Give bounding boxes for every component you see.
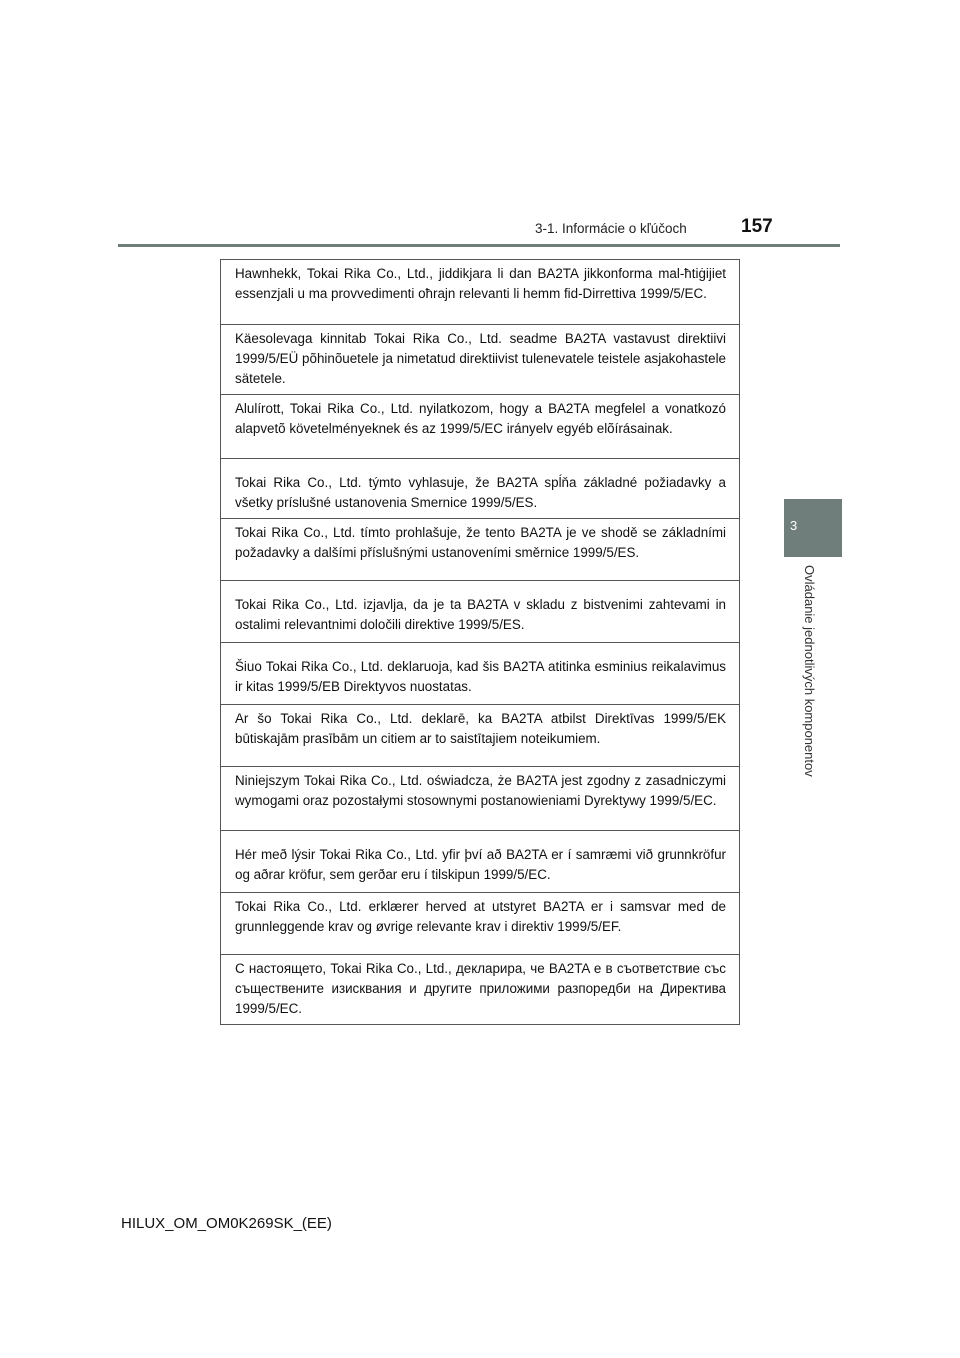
table-row <box>221 581 740 643</box>
declaration-norwegian: Tokai Rika Co., Ltd. erklærer herved at utstyret BA2TA er i samsvar med de grunnleggende krav og øvrige relevante krav i direktiv 1999/5/EF. <box>221 893 740 955</box>
chapter-title: Ovládanie jednotlivých komponentov <box>802 565 817 777</box>
chapter-number: 3 <box>790 518 798 533</box>
section-title: 3-1. Informácie o kľúčoch <box>535 221 687 236</box>
declaration-latvian: Ar šo Tokai Rika Co., Ltd. deklarē, ka BA2TA atbilst Direktīvas 1999/5/EK būtiskajām prasībām un citiem ar to saistītajiem noteikumiem. <box>221 705 740 767</box>
table-row <box>221 705 740 767</box>
table-row <box>221 955 740 1025</box>
table-row <box>221 395 740 459</box>
table-row <box>221 459 740 519</box>
header-divider <box>118 244 840 247</box>
table-row <box>221 260 740 325</box>
chapter-tab <box>784 499 842 557</box>
declaration-bulgarian: С настоящето, Tokai Rika Co., Ltd., декларира, че BA2TA е в съответствие със съществените изисквания и другите приложими разпоредби на Директива 1999/5/EC. <box>221 955 740 1025</box>
declaration-hungarian: Alulírott, Tokai Rika Co., Ltd. nyilatkozom, hogy a BA2TA megfelel a vonatkozó alapvetõ követelményeknek és az 1999/5/EC irányelv egyéb elõírásainak. <box>221 395 740 459</box>
table-row <box>221 893 740 955</box>
table-row <box>221 831 740 893</box>
declaration-maltese: Hawnhekk, Tokai Rika Co., Ltd., jiddikjara li dan BA2TA jikkonforma mal-ħtiġijiet essenzjali u ma provvedimenti oħrajn relevanti li hemm fid-Dirrettiva 1999/5/EC. <box>221 260 740 325</box>
declaration-slovak: Tokai Rika Co., Ltd. týmto vyhlasuje, že BA2TA spĺňa základné požiadavky a všetky príslušné ustanovenia Smernice 1999/5/ES. <box>221 459 740 519</box>
table-row <box>221 519 740 581</box>
table-row <box>221 643 740 705</box>
declarations-table <box>220 259 740 1025</box>
declaration-lithuanian: Šiuo Tokai Rika Co., Ltd. deklaruoja, kad šis BA2TA atitinka esminius reikalavimus ir kitas 1999/5/EB Direktyvos nuostatas. <box>221 643 740 705</box>
page-number: 157 <box>741 216 773 237</box>
declaration-slovenian: Tokai Rika Co., Ltd. izjavlja, da je ta BA2TA v skladu z bistvenimi zahtevami in ostalimi relevantnimi določili direktive 1999/5/ES. <box>221 581 740 643</box>
declaration-estonian: Käesolevaga kinnitab Tokai Rika Co., Ltd. seadme BA2TA vastavust direktiivi 1999/5/EÜ põhinõuetele ja nimetatud direktiivist tulenevatele teistele asjakohastele sätetele. <box>221 325 740 395</box>
declaration-icelandic: Hér með lýsir Tokai Rika Co., Ltd. yfir því að BA2TA er í samræmi við grunnkröfur og aðrar kröfur, sem gerðar eru í tilskipun 1999/5/EC. <box>221 831 740 893</box>
table-row <box>221 325 740 395</box>
document-code: HILUX_OM_OM0K269SK_(EE) <box>121 1215 332 1232</box>
declaration-polish: Niniejszym Tokai Rika Co., Ltd. oświadcza, że BA2TA jest zgodny z zasadniczymi wymogami oraz pozostałymi stosownymi postanowieniami Dyrektywy 1999/5/EC. <box>221 767 740 831</box>
declaration-czech: Tokai Rika Co., Ltd. tímto prohlašuje, že tento BA2TA je ve shodě se základními požadavky a dalšími příslušnými ustanoveními směrnice 1999/5/ES. <box>221 519 740 581</box>
table-row <box>221 767 740 831</box>
